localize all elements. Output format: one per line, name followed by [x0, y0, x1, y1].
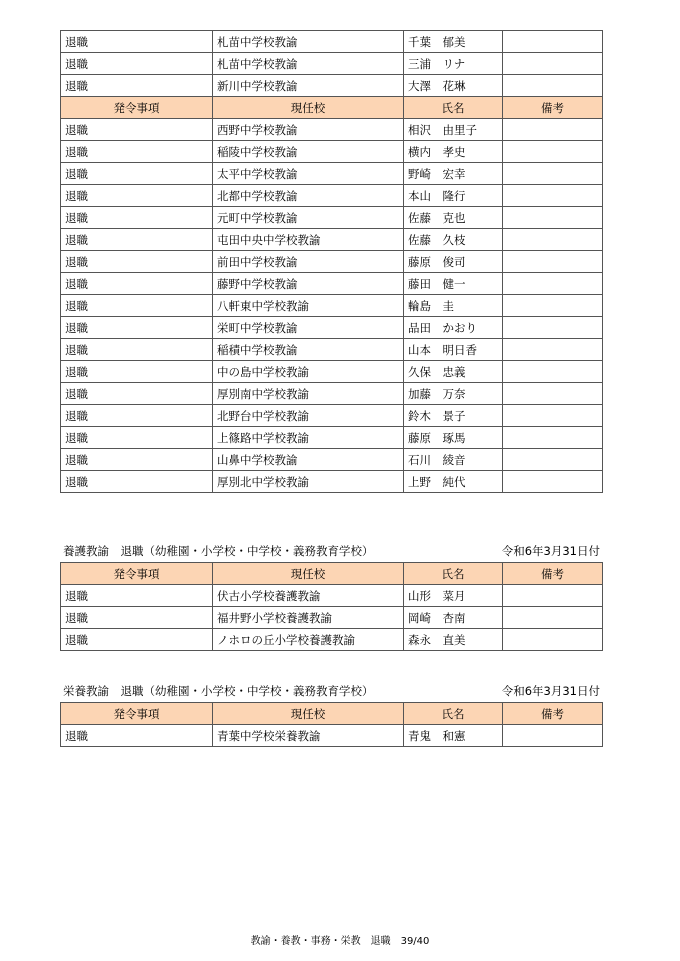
cell-name: 品田 かおり	[404, 317, 503, 339]
header-name: 氏名	[404, 563, 503, 585]
cell-order: 退職	[61, 427, 213, 449]
cell-school: 新川中学校教諭	[213, 75, 404, 97]
cell-order: 退職	[61, 229, 213, 251]
table-row	[61, 471, 603, 493]
cell-name: 加藤 万奈	[404, 383, 503, 405]
cell-school: 山鼻中学校教諭	[213, 449, 404, 471]
cell-remarks	[503, 31, 603, 53]
cell-order: 退職	[61, 339, 213, 361]
table-body	[61, 725, 603, 747]
cell-name: 藤原 琢馬	[404, 427, 503, 449]
cell-school: 稲積中学校教諭	[213, 339, 404, 361]
cell-name: 山本 明日香	[404, 339, 503, 361]
cell-order: 退職	[61, 251, 213, 273]
cell-name: 上野 純代	[404, 471, 503, 493]
table-row	[61, 295, 603, 317]
cell-remarks	[503, 317, 603, 339]
cell-remarks	[503, 339, 603, 361]
cell-name: 岡崎 杏南	[404, 607, 503, 629]
cell-name: 三浦 リナ	[404, 53, 503, 75]
cell-order: 退職	[61, 185, 213, 207]
cell-name: 佐藤 久枝	[404, 229, 503, 251]
cell-order: 退職	[61, 295, 213, 317]
cell-school: 伏古小学校養護教諭	[213, 585, 404, 607]
cell-school: 八軒東中学校教諭	[213, 295, 404, 317]
header-order: 発令事項	[61, 703, 213, 725]
table-row	[61, 141, 603, 163]
header-remarks: 備考	[503, 703, 603, 725]
table-row	[61, 207, 603, 229]
cell-school: ノホロの丘小学校養護教諭	[213, 629, 404, 651]
header-remarks: 備考	[503, 563, 603, 585]
cell-order: 退職	[61, 31, 213, 53]
cell-name: 久保 忠義	[404, 361, 503, 383]
table-row	[61, 185, 603, 207]
cell-school: 屯田中央中学校教諭	[213, 229, 404, 251]
cell-name: 森永 直美	[404, 629, 503, 651]
cell-remarks	[503, 629, 603, 651]
table-header-row	[61, 703, 603, 725]
cell-school: 中の島中学校教諭	[213, 361, 404, 383]
cell-order: 退職	[61, 471, 213, 493]
table-row	[61, 53, 603, 75]
cell-order: 退職	[61, 207, 213, 229]
cell-order: 退職	[61, 585, 213, 607]
cell-school: 上篠路中学校教諭	[213, 427, 404, 449]
cell-order: 退職	[61, 725, 213, 747]
cell-school: 太平中学校教諭	[213, 163, 404, 185]
cell-name: 千葉 郁美	[404, 31, 503, 53]
cell-remarks	[503, 607, 603, 629]
cell-order: 退職	[61, 75, 213, 97]
cell-remarks	[503, 273, 603, 295]
cell-school: 青葉中学校栄養教諭	[213, 725, 404, 747]
table-body	[61, 585, 603, 651]
cell-remarks	[503, 229, 603, 251]
table-header-row	[61, 563, 603, 585]
table-row	[61, 119, 603, 141]
cell-order: 退職	[61, 629, 213, 651]
cell-name: 本山 隆行	[404, 185, 503, 207]
cell-remarks	[503, 163, 603, 185]
cell-school: 前田中学校教諭	[213, 251, 404, 273]
cell-remarks	[503, 75, 603, 97]
table-body-top	[61, 31, 603, 97]
retirement-table-main	[60, 30, 603, 493]
cell-name: 山形 菜月	[404, 585, 503, 607]
table-row	[61, 383, 603, 405]
header-order: 発令事項	[61, 563, 213, 585]
table-row	[61, 449, 603, 471]
cell-school: 厚別南中学校教諭	[213, 383, 404, 405]
cell-order: 退職	[61, 141, 213, 163]
table-row	[61, 629, 603, 651]
cell-remarks	[503, 207, 603, 229]
cell-remarks	[503, 251, 603, 273]
cell-remarks	[503, 383, 603, 405]
page-footer: 教諭・養教・事務・栄教 退職 39/40	[250, 936, 430, 947]
cell-remarks	[503, 361, 603, 383]
cell-remarks	[503, 295, 603, 317]
cell-name: 鈴木 景子	[404, 405, 503, 427]
cell-school: 厚別北中学校教諭	[213, 471, 404, 493]
header-remarks: 備考	[503, 97, 603, 119]
table-row	[61, 339, 603, 361]
cell-school: 西野中学校教諭	[213, 119, 404, 141]
table-row	[61, 361, 603, 383]
cell-name: 青鬼 和憲	[404, 725, 503, 747]
cell-school: 札苗中学校教諭	[213, 31, 404, 53]
cell-order: 退職	[61, 449, 213, 471]
cell-name: 石川 綾音	[404, 449, 503, 471]
cell-name: 野崎 宏幸	[404, 163, 503, 185]
cell-name: 輪島 圭	[404, 295, 503, 317]
header-school: 現任校	[213, 703, 404, 725]
table-row	[61, 317, 603, 339]
cell-name: 大澤 花琳	[404, 75, 503, 97]
retirement-table-eiyo	[60, 702, 603, 747]
cell-order: 退職	[61, 163, 213, 185]
cell-school: 北都中学校教諭	[213, 185, 404, 207]
cell-school: 元町中学校教諭	[213, 207, 404, 229]
table-row	[61, 725, 603, 747]
cell-order: 退職	[61, 317, 213, 339]
section-date-yogo: 令和6年3月31日付	[501, 544, 600, 558]
header-school: 現任校	[213, 563, 404, 585]
table-row	[61, 75, 603, 97]
cell-remarks	[503, 119, 603, 141]
cell-remarks	[503, 141, 603, 163]
cell-remarks	[503, 185, 603, 207]
table-body	[61, 119, 603, 493]
header-name: 氏名	[404, 703, 503, 725]
header-school: 現任校	[213, 97, 404, 119]
cell-name: 横内 孝史	[404, 141, 503, 163]
header-name: 氏名	[404, 97, 503, 119]
cell-remarks	[503, 427, 603, 449]
table-row	[61, 251, 603, 273]
header-order: 発令事項	[61, 97, 213, 119]
cell-remarks	[503, 53, 603, 75]
section-title-eiyo: 栄養教諭 退職（幼稚園・小学校・中学校・義務教育学校）	[63, 684, 374, 698]
cell-remarks	[503, 585, 603, 607]
table-row	[61, 405, 603, 427]
section-date-eiyo: 令和6年3月31日付	[501, 684, 600, 698]
cell-school: 栄町中学校教諭	[213, 317, 404, 339]
cell-name: 藤田 健一	[404, 273, 503, 295]
cell-name: 藤原 俊司	[404, 251, 503, 273]
cell-order: 退職	[61, 607, 213, 629]
cell-order: 退職	[61, 405, 213, 427]
cell-remarks	[503, 449, 603, 471]
cell-school: 福井野小学校養護教諭	[213, 607, 404, 629]
section-title-yogo: 養護教諭 退職（幼稚園・小学校・中学校・義務教育学校）	[63, 544, 374, 558]
cell-school: 稲陵中学校教諭	[213, 141, 404, 163]
cell-school: 札苗中学校教諭	[213, 53, 404, 75]
cell-order: 退職	[61, 119, 213, 141]
retirement-table-yogo	[60, 562, 603, 651]
table-header-row	[61, 97, 603, 119]
cell-name: 佐藤 克也	[404, 207, 503, 229]
table-row	[61, 31, 603, 53]
cell-order: 退職	[61, 383, 213, 405]
table-row	[61, 585, 603, 607]
cell-school: 北野台中学校教諭	[213, 405, 404, 427]
cell-name: 相沢 由里子	[404, 119, 503, 141]
cell-remarks	[503, 725, 603, 747]
cell-remarks	[503, 405, 603, 427]
cell-remarks	[503, 471, 603, 493]
cell-order: 退職	[61, 53, 213, 75]
table-row	[61, 229, 603, 251]
table-row	[61, 607, 603, 629]
table-row	[61, 427, 603, 449]
table-row	[61, 273, 603, 295]
cell-order: 退職	[61, 361, 213, 383]
cell-order: 退職	[61, 273, 213, 295]
table-row	[61, 163, 603, 185]
cell-school: 藤野中学校教諭	[213, 273, 404, 295]
